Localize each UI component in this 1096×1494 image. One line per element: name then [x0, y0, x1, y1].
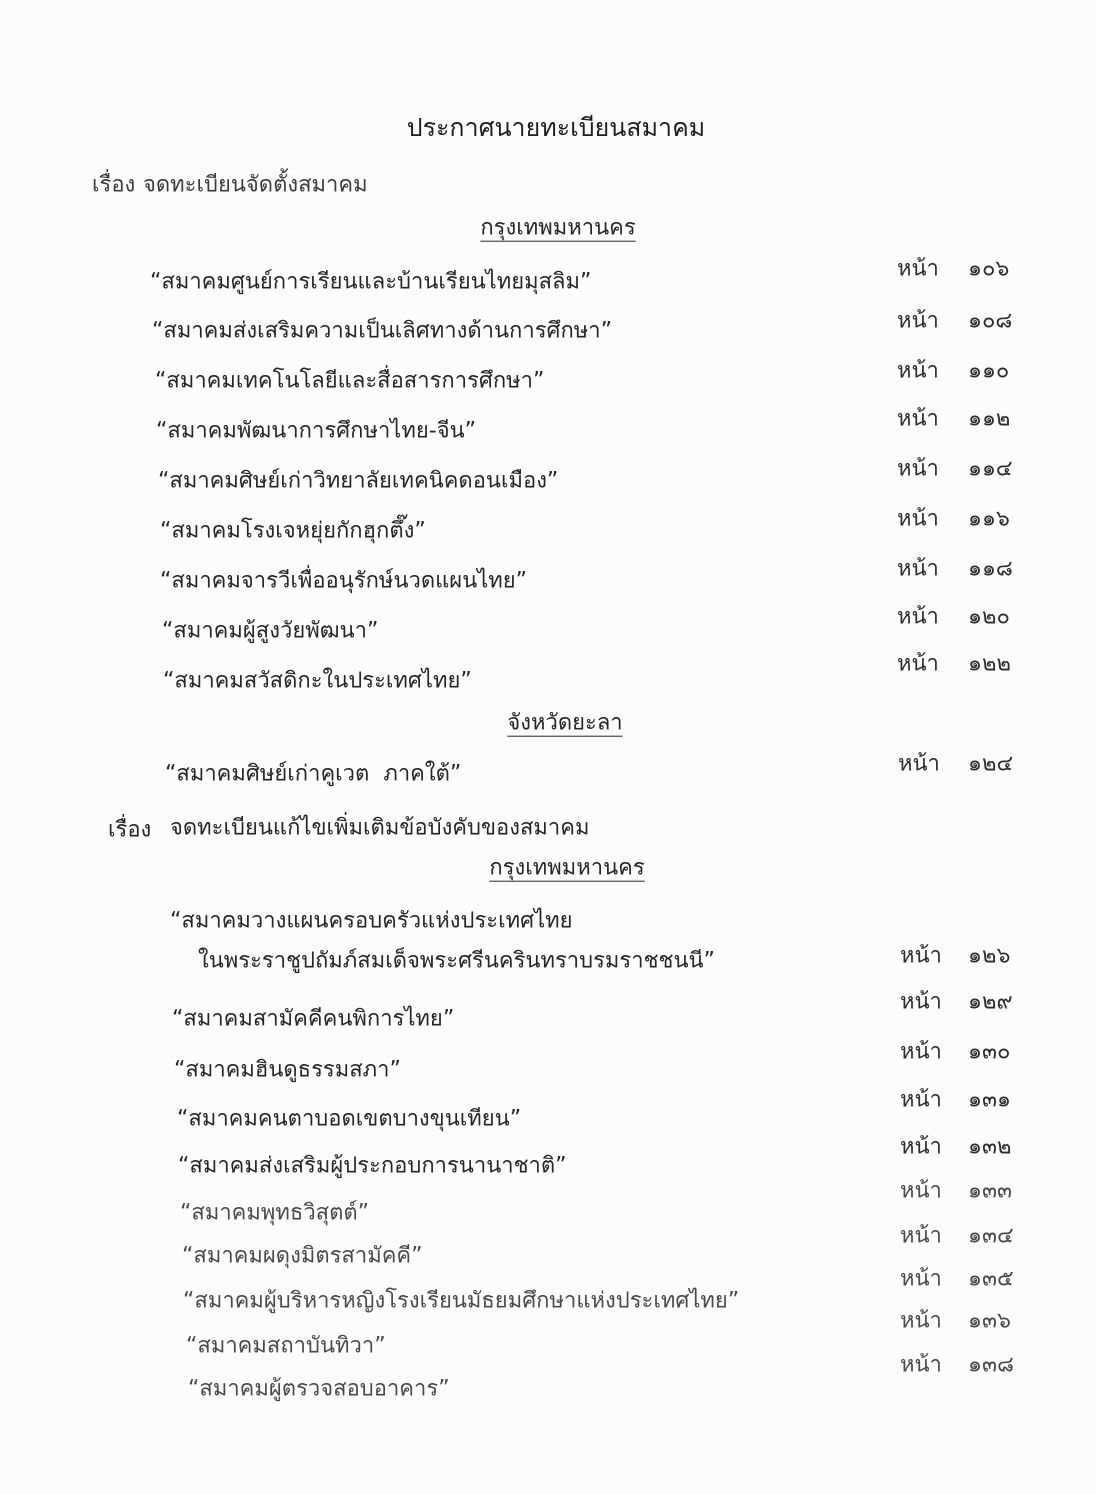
page-label: หน้า: [897, 358, 939, 384]
association-name: “สมาคมผู้บริหารหญิงโรงเรียนมัธยมศึกษาแห่งประเทศไทย”: [183, 1288, 740, 1314]
document-title: ประกาศนายทะเบียนสมาคม: [406, 112, 706, 142]
page-label: หน้า: [897, 556, 939, 582]
association-name: “สมาคมคนตาบอดเขตบางขุนเทียน”: [177, 1106, 522, 1132]
page-number: ๑๒๖: [968, 943, 1011, 969]
association-name: “สมาคมส่งเสริมผู้ประกอบการนานาชาติ”: [178, 1153, 567, 1179]
page-label: หน้า: [900, 943, 942, 969]
page-number: ๑๐๘: [968, 308, 1013, 334]
page-number: ๑๓๑: [968, 1087, 1011, 1113]
page-label: หน้า: [897, 456, 939, 482]
page-number: ๑๒๒: [968, 651, 1011, 677]
page-label: หน้า: [900, 1134, 942, 1160]
association-name: “สมาคมผู้ตรวจสอบอาคาร”: [188, 1376, 450, 1402]
page-number: ๑๒๐: [968, 604, 1010, 630]
association-name-continued: ในพระราชูปถัมภ์สมเด็จพระศรีนครินทราบรมราชชนนี”: [198, 948, 715, 974]
page-label: หน้า: [900, 1087, 942, 1113]
page-label: หน้า: [900, 1223, 942, 1249]
subject-label: เรื่อง: [92, 172, 136, 198]
page-number: ๑๓๒: [968, 1134, 1012, 1160]
province-heading: กรุงเทพมหานคร: [480, 215, 636, 241]
page-number: ๑๓๐: [968, 1039, 1011, 1065]
page-number: ๑๓๘: [968, 1352, 1014, 1378]
page-number: ๑๑๘: [968, 556, 1013, 582]
page-number: ๑๓๓: [968, 1178, 1013, 1204]
page-number: ๑๑๖: [968, 506, 1010, 532]
page-number: ๑๑๔: [968, 456, 1013, 482]
association-name: “สมาคมพัฒนาการศึกษาไทย-จีน”: [156, 418, 477, 444]
association-name: “สมาคมศูนย์การเรียนและบ้านเรียนไทยมุสลิม”: [150, 269, 592, 295]
page-label: หน้า: [900, 1266, 942, 1292]
province-heading: กรุงเทพมหานคร: [489, 855, 645, 881]
page-number: ๑๑๐: [968, 358, 1010, 384]
subject-text: จดทะเบียนจัดตั้งสมาคม: [143, 172, 368, 198]
association-name: “สมาคมผดุงมิตรสามัคคี”: [182, 1243, 423, 1269]
page-number: ๑๐๖: [968, 256, 1010, 282]
subject-text: จดทะเบียนแก้ไขเพิ่มเติมข้อบังคับของสมาคม: [170, 815, 590, 841]
association-name: “สมาคมฮินดูธรรมสภา”: [174, 1057, 401, 1083]
page-label: หน้า: [897, 256, 939, 282]
province-heading: จังหวัดยะลา: [507, 710, 623, 736]
page-label: หน้า: [897, 651, 939, 677]
association-name: “สมาคมโรงเจหยุ่ยกักฮุกตึ๊ง”: [160, 518, 426, 544]
page-label: หน้า: [900, 1178, 942, 1204]
association-name: “สมาคมพุทธวิสุตต์”: [180, 1200, 370, 1226]
association-name: “สมาคมวางแผนครอบครัวแห่งประเทศไทย: [170, 908, 573, 934]
page-label: หน้า: [900, 1352, 942, 1378]
page-number: ๑๒๙: [968, 989, 1013, 1015]
page-label: หน้า: [897, 506, 939, 532]
association-name: “สมาคมสามัคคีคนพิการไทย”: [172, 1006, 455, 1032]
association-name: “สมาคมส่งเสริมความเป็นเลิศทางด้านการศึกษา”: [152, 318, 613, 344]
page-number: ๑๒๔: [968, 751, 1014, 777]
page-label: หน้า: [900, 989, 942, 1015]
association-name: “สมาคมเทคโนโลยีและสื่อสารการศึกษา”: [155, 368, 545, 394]
page-label: หน้า: [898, 751, 940, 777]
subject-label: เรื่อง: [108, 817, 152, 843]
association-name: “สมาคมสวัสดิกะในประเทศไทย”: [163, 668, 472, 694]
page-label: หน้า: [900, 1039, 942, 1065]
association-name: “สมาคมศิษย์เก่าคูเวต ภาคใต้”: [165, 761, 462, 787]
page-number: ๑๓๕: [968, 1266, 1014, 1292]
association-name: “สมาคมศิษย์เก่าวิทยาลัยเทคนิคดอนเมือง”: [158, 468, 559, 494]
page-number: ๑๑๒: [968, 406, 1011, 432]
page-number: ๑๓๔: [968, 1223, 1014, 1249]
page-label: หน้า: [897, 406, 939, 432]
association-name: “สมาคมจารวีเพื่ออนุรักษ์นวดแผนไทย”: [160, 568, 528, 594]
association-name: “สมาคมสถาบันทิวา”: [186, 1333, 386, 1359]
page-label: หน้า: [897, 308, 939, 334]
association-name: “สมาคมผู้สูงวัยพัฒนา”: [162, 618, 379, 644]
page-label: หน้า: [897, 604, 939, 630]
page-label: หน้า: [900, 1308, 942, 1334]
page-number: ๑๓๖: [968, 1308, 1011, 1334]
